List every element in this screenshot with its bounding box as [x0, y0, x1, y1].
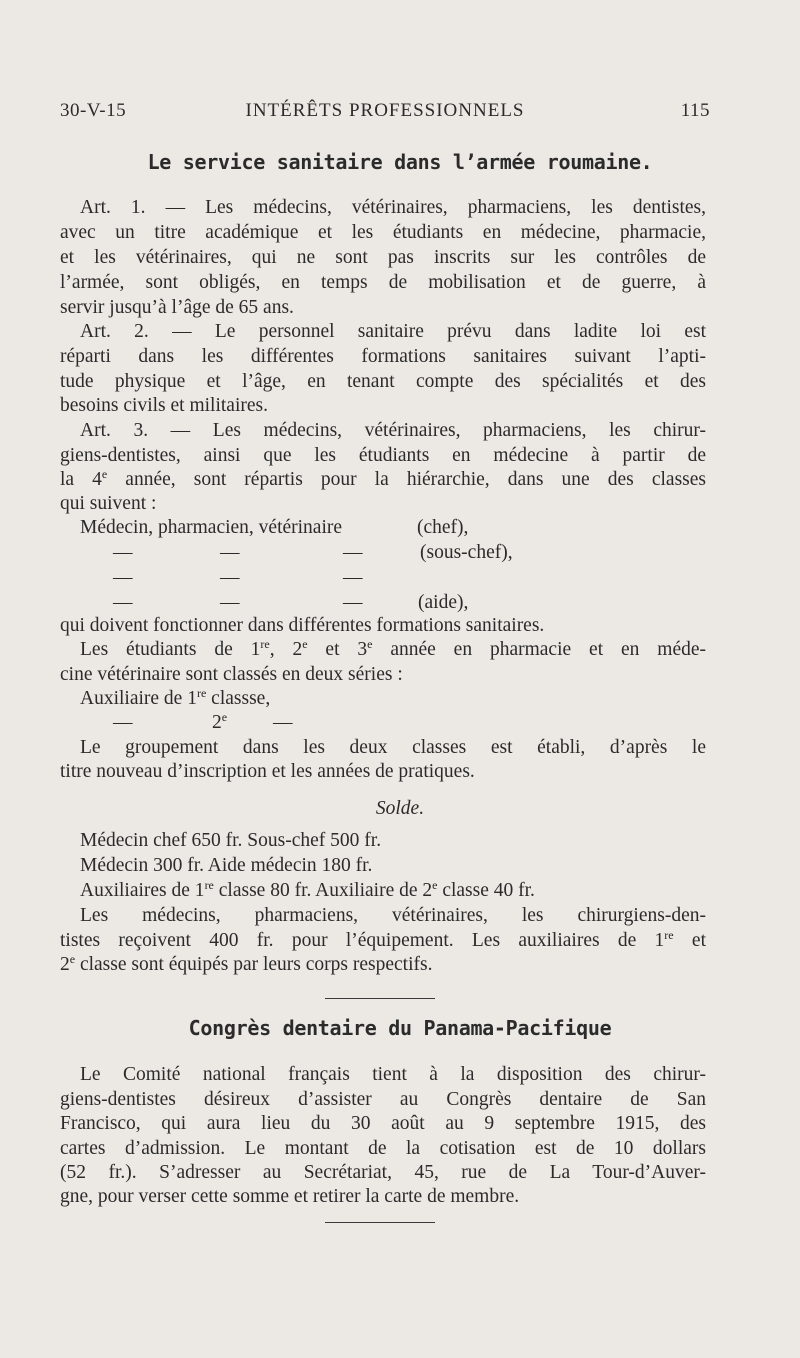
pay-line-2: Médecin 300 fr. Aide médecin 180 fr.	[80, 855, 373, 876]
art3-line-3: la 4e année, sont répartis pour la hiérarchie, dans une des classes	[60, 467, 706, 490]
art2-line-4: besoins civils et militaires.	[60, 395, 268, 416]
art3-line-2: giens-dentistes, ainsi que les étudiants en médecine à partir de	[60, 445, 706, 466]
rank-dash: —	[113, 567, 133, 588]
issue-date: 30-V-15	[60, 100, 127, 121]
art1-line-2: avec un titre académique et les étudiants en médecine, pharmacie,	[60, 222, 706, 243]
section-title: INTÉRÊTS PROFESSIONNELS	[245, 100, 525, 121]
congress-line-5: (52 fr.). S’adresser au Secrétariat, 45, rue de La Tour-d’Auver-	[60, 1162, 706, 1183]
art1-line-4: l’armée, sont obligés, en temps de mobilisation et de guerre, à	[60, 272, 706, 293]
equipment-line-1: Les médecins, pharmaciens, vétérinaires, les chirurgiens-den-	[80, 905, 706, 926]
art2-line-1: Art. 2. — Le personnel sanitaire prévu dans ladite loi est	[80, 321, 706, 342]
rank-row-2-value: (sous-chef),	[420, 542, 513, 563]
rank-dash: —	[220, 592, 240, 613]
after-ranks-line: qui doivent fonctionner dans différentes formations sanitaires.	[60, 615, 545, 636]
rank-dash: —	[220, 542, 240, 563]
pay-line-1: Médecin chef 650 fr. Sous-chef 500 fr.	[80, 830, 382, 851]
students-line-2: cine vétérinaire sont classés en deux séries :	[60, 664, 403, 685]
rank-dash: —	[220, 567, 240, 588]
art3-line-1: Art. 3. — Les médecins, vétérinaires, pharmaciens, les chirur-	[80, 420, 706, 441]
rank-row-1-label: Médecin, pharmacien, vétérinaire	[80, 517, 343, 538]
rank-dash: —	[343, 567, 363, 588]
equipment-line-3: 2e classe sont équipés par leurs corps respectifs.	[60, 952, 433, 975]
congress-line-3: Francisco, qui aura lieu du 30 août au 9 septembre 1915, des	[60, 1113, 706, 1134]
section-divider	[325, 1222, 435, 1223]
rank-row-1-value: (chef),	[417, 517, 469, 538]
art2-line-2: réparti dans les différentes formations sanitaires suivant l’apti-	[60, 346, 706, 367]
art1-line-3: et les vétérinaires, qui ne sont pas inscrits sur les contrôles de	[60, 247, 706, 268]
auxiliary-class-1: Auxiliaire de 1re classse,	[80, 686, 271, 709]
article-title-romanian-army: Le service sanitaire dans l’armée roumaine.	[147, 150, 653, 174]
rank-dash: —	[343, 542, 363, 563]
grouping-line-1: Le groupement dans les deux classes est établi, d’après le	[80, 737, 706, 758]
students-line-1: Les étudiants de 1re, 2e et 3e année en pharmacie et en méde-	[80, 637, 707, 660]
congress-line-6: gne, pour verser cette somme et retirer la carte de membre.	[60, 1186, 520, 1207]
auxiliary-class-2: 2e	[212, 710, 228, 733]
pay-line-3: Auxiliaires de 1re classe 80 fr. Auxiliaire de 2e classe 40 fr.	[80, 878, 535, 901]
rank-dash: —	[113, 592, 133, 613]
art3-line-4: qui suivent :	[60, 493, 157, 514]
rank-dash: —	[113, 542, 133, 563]
art1-line-5: servir jusqu’à l’âge de 65 ans.	[60, 297, 294, 318]
rank-row-4-value: (aide),	[418, 592, 469, 613]
grouping-line-2: titre nouveau d’inscription et les années de pratiques.	[60, 761, 475, 782]
rank-dash: —	[273, 712, 293, 733]
art1-line-1: Art. 1. — Les médecins, vétérinaires, pharmaciens, les dentistes,	[80, 197, 706, 218]
congress-line-1: Le Comité national français tient à la disposition des chirur-	[80, 1064, 706, 1085]
congress-line-4: cartes d’admission. Le montant de la cotisation est de 10 dollars	[60, 1138, 706, 1159]
rank-dash: —	[343, 592, 363, 613]
art2-line-3: tude physique et l’âge, en tenant compte des spécialités et des	[60, 371, 706, 392]
equipment-line-2: tistes reçoivent 400 fr. pour l’équipement. Les auxiliaires de 1re et	[60, 928, 706, 951]
section-divider	[325, 998, 435, 999]
article-title-dental-congress: Congrès dentaire du Panama-Pacifique	[188, 1016, 612, 1040]
running-head	[60, 100, 710, 130]
congress-line-2: giens-dentistes désireux d’assister au Congrès dentaire de San	[60, 1089, 706, 1110]
rank-dash: —	[113, 712, 133, 733]
solde-heading: Solde.	[375, 798, 425, 819]
page-number: 115	[680, 100, 710, 121]
